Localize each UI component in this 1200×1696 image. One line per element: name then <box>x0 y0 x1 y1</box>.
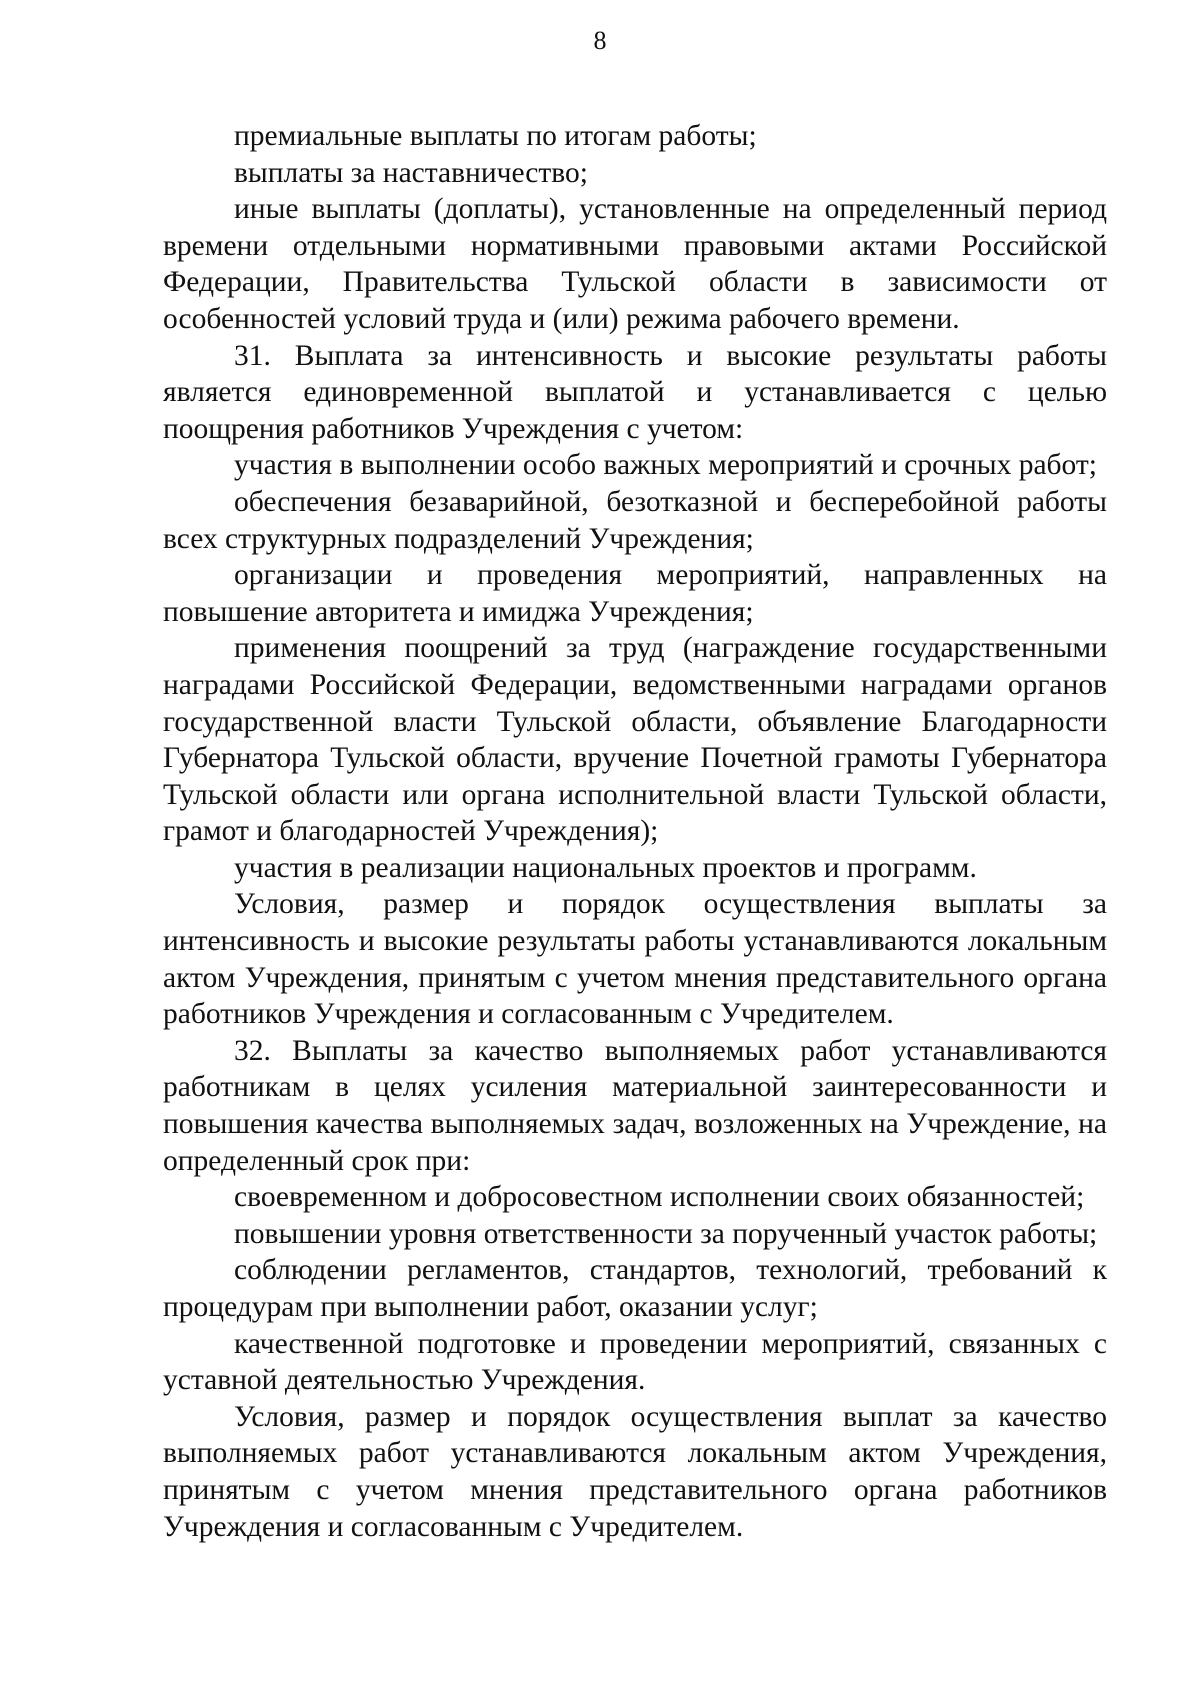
page-number: 8 <box>593 26 607 55</box>
paragraph-important-events: участия в выполнении особо важных мероприятий и срочных работ; <box>234 449 1098 482</box>
paragraph-authority-image: организации и проведения мероприятий, направленных на повышение авторитета и имиджа Учреждения; <box>163 559 1107 628</box>
paragraph-labor-rewards: применения поощрений за труд (награждение государственными наградами Российской Федерации, ведомственными наградами органов государственной власти Тульской области, объявление Благодарности Губернатора Тульской области, вручение Почетной грамоты Губернатора Тульской области или органа исполнительной власти Тульской области, грамот и благодарностей Учреждения); <box>163 632 1107 848</box>
paragraph-quality-conditions: Условия, размер и порядок осуществления выплат за качество выполняемых работ устанавливаются локальным актом Учреждения, принятым с учетом мнения представительного органа работников Учреждения и согласованным с Учредителем. <box>163 1400 1107 1543</box>
paragraph-national-projects: участия в реализации национальных проектов и программ. <box>234 851 977 884</box>
paragraph-intensity-conditions: Условия, размер и порядок осуществления выплаты за интенсивность и высокие результаты работы устанавливаются локальным актом Учреждения, принятым с учетом мнения представительного органа работников Учреждения и согласованным с Учредителем. <box>163 888 1107 1031</box>
paragraph-bonus-results: премиальные выплаты по итогам работы; <box>234 120 757 152</box>
paragraph-duties: своевременном и добросовестном исполнении своих обязанностей; <box>234 1181 1085 1214</box>
paragraph-item-31: 31. Выплата за интенсивность и высокие результаты работы является единовременной выплатой и устанавливается с целью поощрения работников Учреждения с учетом: <box>163 339 1107 445</box>
paragraph-item-32: 32. Выплаты за качество выполняемых работ устанавливаются работникам в целях усиления материальной заинтересованности и повышения качества выполняемых задач, возложенных на Учреждение, на определенный срок при: <box>163 1034 1107 1177</box>
paragraph-regulations: соблюдении регламентов, стандартов, технологий, требований к процедурам при выполнении работ, оказании услуг; <box>163 1254 1107 1323</box>
document-body <box>163 118 1107 1545</box>
paragraph-uninterrupted-work: обеспечения безаварийной, безотказной и бесперебойной работы всех структурных подразделений Учреждения; <box>163 485 1107 555</box>
paragraph-quality-preparation: качественной подготовке и проведении мероприятий, связанных с уставной деятельностью Учреждения. <box>163 1327 1107 1397</box>
paragraph-mentoring: выплаты за наставничество; <box>234 156 588 189</box>
paragraph-other-payments: иные выплаты (доплаты), установленные на определенный период времени отдельными нормативными правовыми актами Российской Федерации, Правительства Тульской области в зависимости от особенностей условий труда и (или) режима рабочего времени. <box>163 193 1107 335</box>
paragraph-responsibility: повышении уровня ответственности за порученный участок работы; <box>234 1217 1098 1250</box>
